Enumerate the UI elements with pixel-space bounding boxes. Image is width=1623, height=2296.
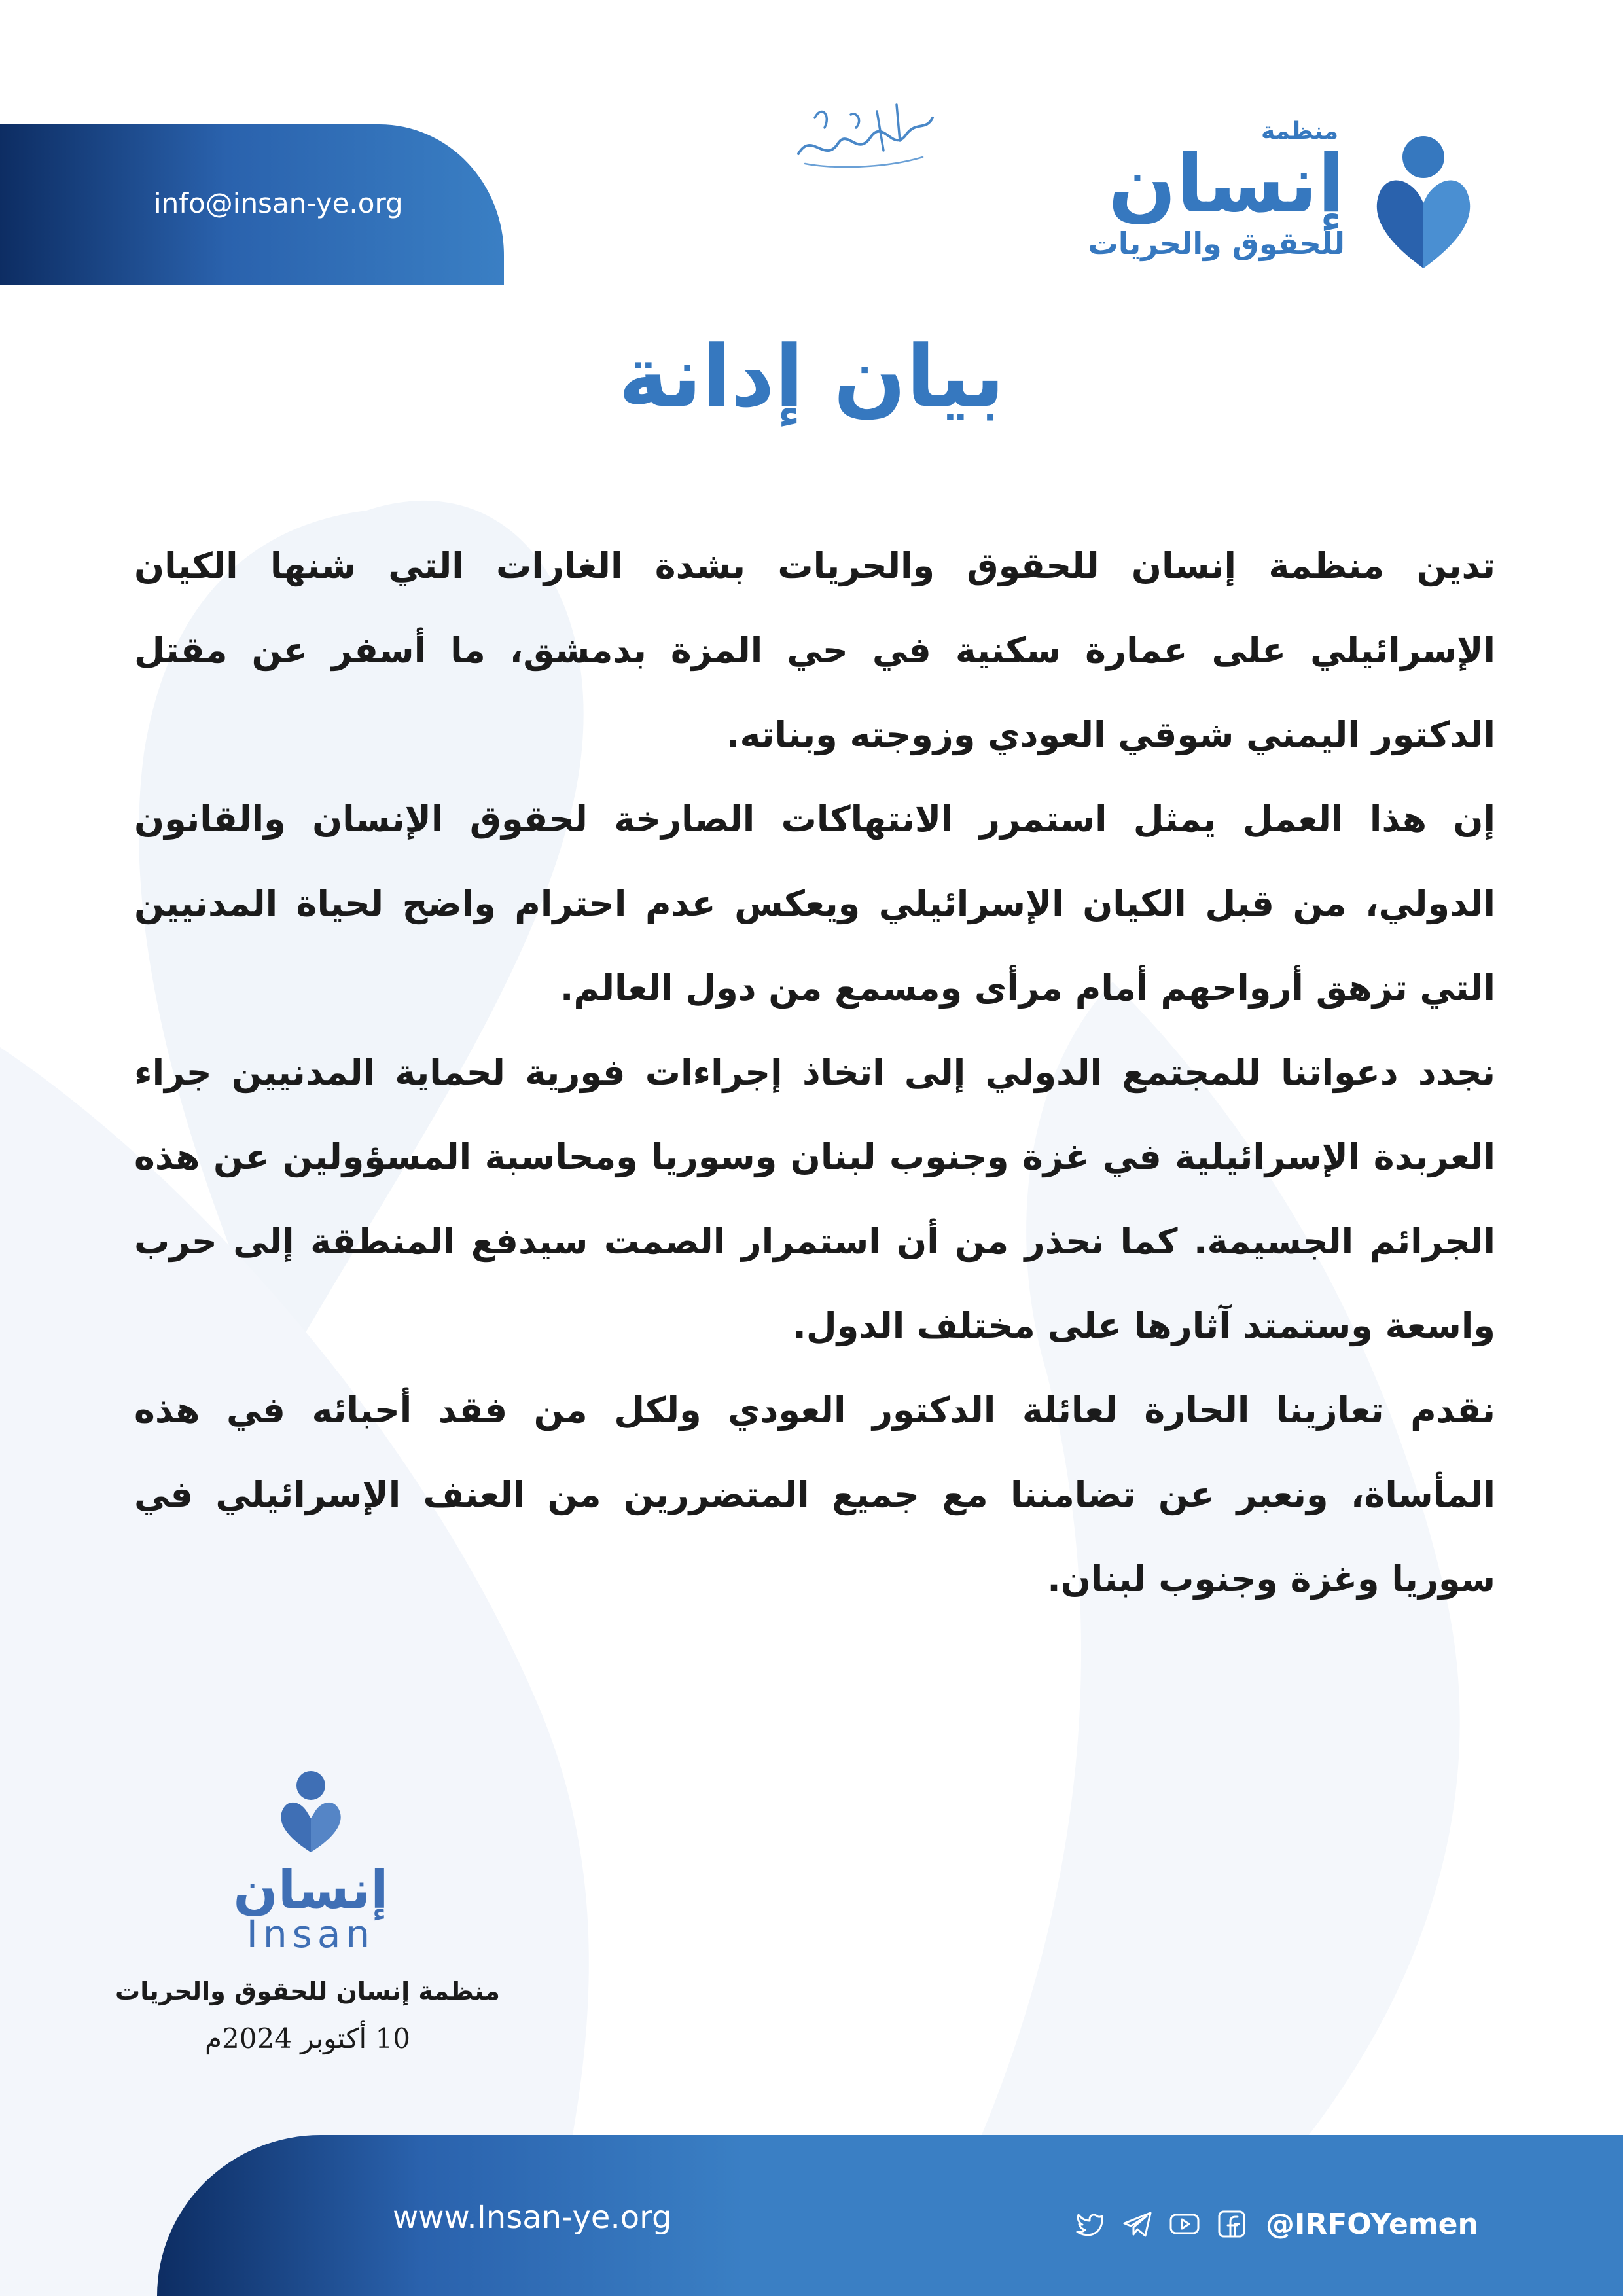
youtube-icon[interactable]	[1168, 2207, 1202, 2241]
statement-body	[134, 524, 1495, 1702]
basmala-calligraphy	[785, 92, 942, 177]
body-paragraph: نجدد دعواتنا للمجتمع الدولي إلى اتخاذ إجراءات فورية لحماية المدنيين جراء العربدة الإسرائيلية في غزة وجنوب لبنان وسوريا ومحاسبة المسؤولين عن هذه الجرائم الجسيمة. كما نحذر من أن استمرار الصمت سيدفع المنطقة إلى حرب واسعة وستمتد آثارها على مختلف الدول.	[134, 1052, 1495, 1346]
header-email[interactable]: info@insan-ye.org	[154, 187, 403, 219]
svg-text:إنسان: إنسان	[233, 1859, 389, 1920]
logo-name: إنسان	[1108, 137, 1345, 230]
body-paragraph: تدين منظمة إنسان للحقوق والحريات بشدة الغارات التي شنها الكيان الإسرائيلي على عمارة سكنية في حي المزة بدمشق، ما أسفر عن مقتل الدكتور اليمني شوقي العودي وزوجته وبناته.	[134, 545, 1495, 755]
telegram-icon[interactable]	[1120, 2207, 1154, 2241]
footer-social-links	[1073, 2204, 1505, 2244]
logo-subtitle: للحقوق والحريات	[1088, 226, 1345, 261]
facebook-icon[interactable]	[1215, 2207, 1249, 2241]
statement-title: بيان إدانة	[618, 327, 1005, 426]
svg-text:Insan: Insan	[246, 1912, 376, 1956]
body-paragraph: نقدم تعازينا الحارة لعائلة الدكتور العودي ولكل من فقد أحبائه في هذه المأساة، ونعبر عن تضامننا مع جميع المتضررين من العنف الإسرائيلي في سوريا وغزة وجنوب لبنان.	[134, 1390, 1495, 1600]
twitter-icon[interactable]	[1073, 2207, 1107, 2241]
body-paragraph: إن هذا العمل يمثل استمرر الانتهاكات الصارخة لحقوق الإنسان والقانون الدولي، من قبل الكيان الإسرائيلي ويعكس عدم احترام واضح لحياة المدنيين التي تزهق أرواحهم أمام مرأى ومسمع من دول العالم.	[134, 798, 1495, 1009]
signature-organization: منظمة إنسان للحقوق والحريات	[115, 1977, 500, 2005]
insan-logo-icon	[1361, 131, 1486, 275]
social-handle[interactable]: @IRFOYemen	[1266, 2207, 1478, 2241]
footer-website-link[interactable]: www.Insan-ye.org	[393, 2199, 672, 2236]
statement-date: 10 أكتوبر 2024م	[205, 2022, 410, 2054]
logo-small-label: منظمة	[1260, 118, 1338, 145]
organization-logo-text	[1083, 118, 1345, 281]
signature-stamp-logo	[229, 1767, 393, 1957]
